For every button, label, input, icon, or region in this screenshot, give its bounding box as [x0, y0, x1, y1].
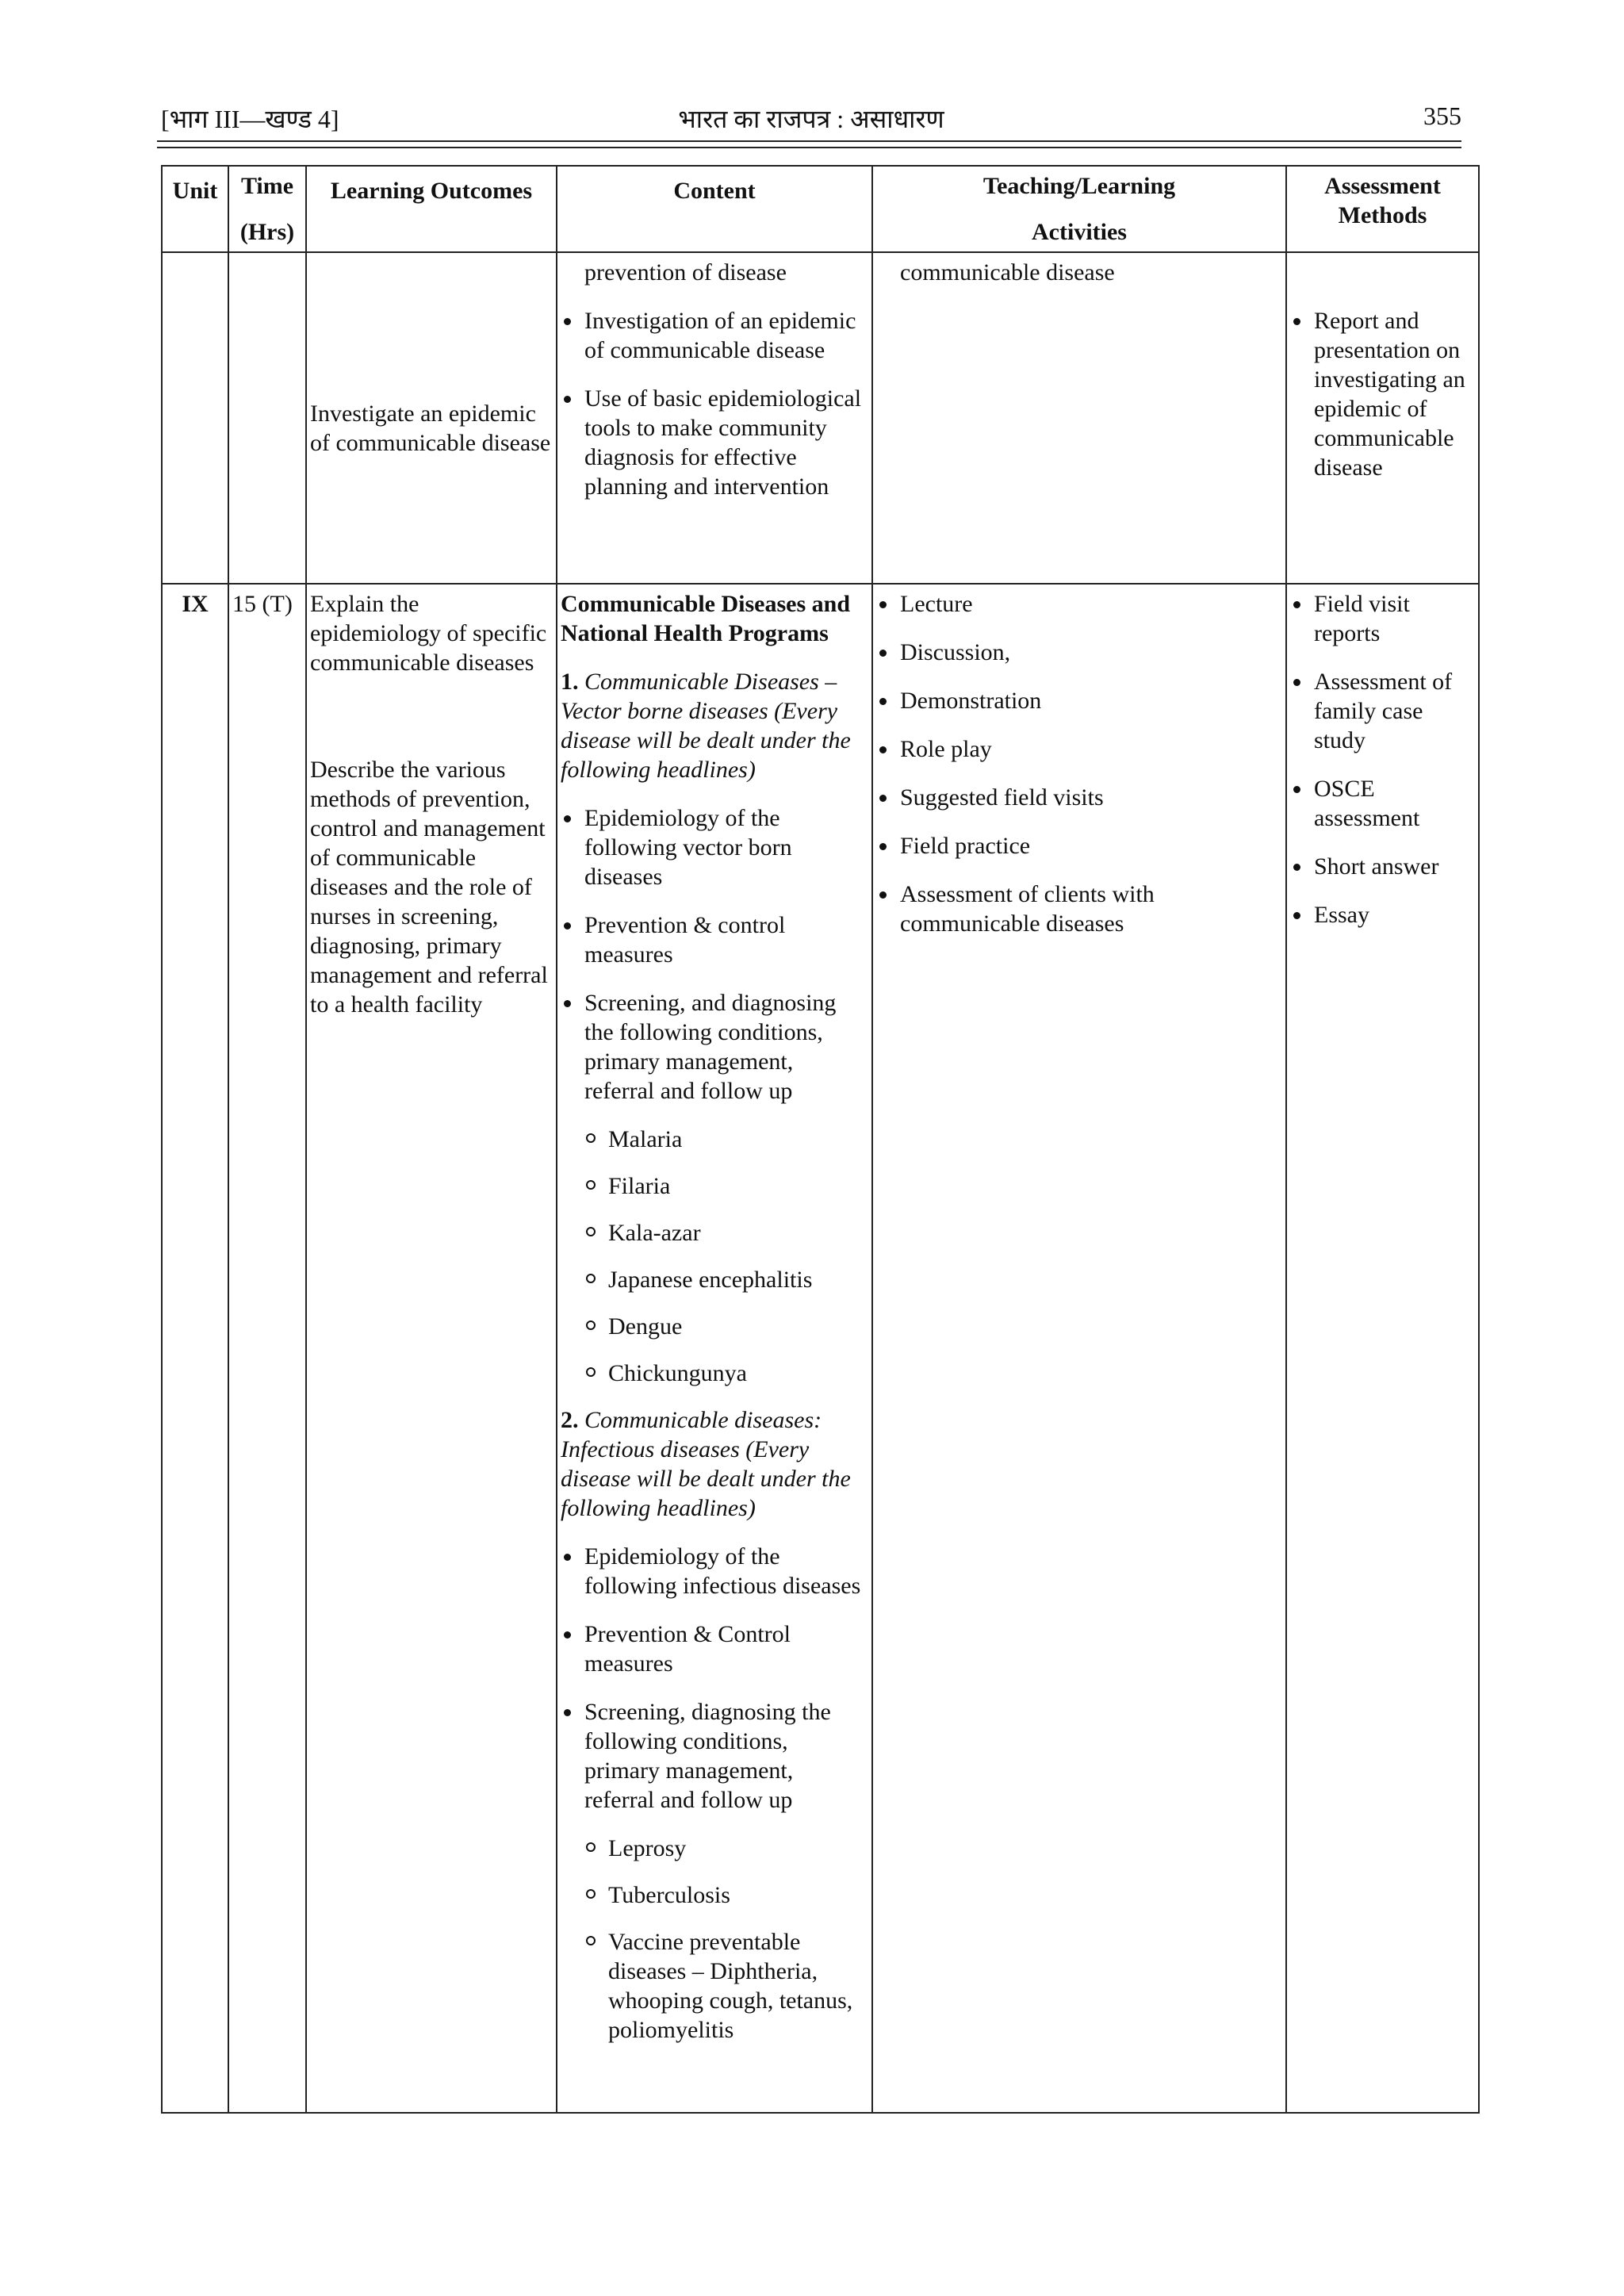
- row2-activities-cell: [872, 584, 1286, 2113]
- list-item: Prevention & Control measures: [561, 1619, 868, 1678]
- list-item: Role play: [876, 734, 1282, 764]
- row2-time-cell: 15 (T): [228, 584, 306, 2113]
- list-item: Epidemiology of the following infectious diseases: [561, 1542, 868, 1600]
- list-item: Epidemiology of the following vector born diseases: [561, 803, 868, 891]
- list-item: Lecture: [876, 589, 1282, 619]
- col-header-assessment: [1286, 166, 1479, 252]
- list-item: Screening, diagnosing the following conditions, primary management, referral and follow up: [561, 1697, 868, 1815]
- list-item: Field visit reports: [1290, 589, 1475, 648]
- col-header-time-line1: Time: [240, 173, 294, 199]
- list-item: Leprosy: [584, 1834, 868, 1863]
- row2-section1-diseases: [561, 1125, 868, 1388]
- row2-assessment-list: [1290, 589, 1475, 930]
- table-row: [162, 584, 1479, 2113]
- col-header-activities-line1: Teaching/Learning: [982, 173, 1176, 199]
- list-item: Vaccine preventable diseases – Diphtheria, whooping cough, tetanus, poliomyelitis: [584, 1927, 868, 2045]
- list-item: Use of basic epidemiological tools to make community diagnosis for effective planning and intervention: [561, 384, 868, 501]
- row1-learning-outcome-cell: [306, 252, 557, 584]
- col-header-learning-outcomes: Learning Outcomes: [306, 166, 557, 252]
- col-header-time: [228, 166, 306, 252]
- list-item: Assessment of family case study: [1290, 667, 1475, 755]
- col-header-assessment-line1: Assessment: [1324, 173, 1441, 199]
- row2-activities-list: [876, 589, 1282, 938]
- list-item: Discussion,: [876, 638, 1282, 667]
- row2-section2-title-text: Communicable diseases: Infectious diseases (Every disease will be dealt under the following headlines): [561, 1407, 851, 1521]
- col-header-activities: [872, 166, 1286, 252]
- header-section-label: [भाग III—खण्ड 4]: [161, 105, 339, 133]
- list-item: Prevention & control measures: [561, 910, 868, 969]
- row2-section1-title: [561, 667, 868, 784]
- col-header-time-line2: (Hrs): [239, 219, 295, 245]
- list-item: Kala-azar: [584, 1218, 868, 1248]
- row1-time-cell: [228, 252, 306, 584]
- header-rule-bottom: [157, 147, 1461, 148]
- table-header-row: [162, 166, 1479, 252]
- list-item: Suggested field visits: [876, 783, 1282, 812]
- list-item: Assessment of clients with communicable diseases: [876, 880, 1282, 938]
- syllabus-table: [161, 165, 1480, 2114]
- list-item: Demonstration: [876, 686, 1282, 715]
- list-item: Field practice: [876, 831, 1282, 861]
- row1-activities-cell: [872, 252, 1286, 584]
- table-row: [162, 252, 1479, 584]
- list-item: Screening, and diagnosing the following conditions, primary management, referral and follow up: [561, 988, 868, 1106]
- row2-learning-outcome-cell: [306, 584, 557, 2113]
- list-item: Malaria: [584, 1125, 868, 1154]
- list-item: Tuberculosis: [584, 1880, 868, 1910]
- header-title: भारत का राजपत्र : असाधारण: [678, 105, 944, 133]
- row1-content-list: [561, 306, 868, 501]
- list-item: OSCE assessment: [1290, 774, 1475, 833]
- row1-unit-cell: [162, 252, 228, 584]
- col-header-assessment-line2: Methods: [1338, 202, 1427, 228]
- row1-assessment-list: [1290, 306, 1475, 482]
- list-item: Report and presentation on investigating an epidemic of communicable disease: [1290, 306, 1475, 482]
- row2-content-cell: [557, 584, 872, 2113]
- row2-section2-diseases: [561, 1834, 868, 2045]
- header-rule-top: [157, 140, 1461, 142]
- row1-learning-outcome: Investigate an epidemic of communicable disease: [310, 401, 551, 456]
- col-header-unit: Unit: [162, 166, 228, 252]
- row2-learning-outcome-2: Describe the various methods of prevention, control and management of communicable diseases and the role of nurses in screening, diagnosing, primary management and referral to a health facility: [310, 757, 548, 1018]
- list-item: Japanese encephalitis: [584, 1265, 868, 1294]
- row1-assessment-cell: [1286, 252, 1479, 584]
- col-header-content: Content: [557, 166, 872, 252]
- row1-activities-continued: communicable disease: [900, 259, 1115, 286]
- page-number: 355: [1423, 102, 1461, 130]
- list-item: Dengue: [584, 1312, 868, 1341]
- row2-section2-number: 2.: [561, 1407, 579, 1433]
- row2-section1-number: 1.: [561, 669, 579, 695]
- list-item: Investigation of an epidemic of communicable disease: [561, 306, 868, 365]
- row2-unit-cell: IX: [162, 584, 228, 2113]
- col-header-activities-line2: Activities: [1032, 219, 1127, 245]
- list-item: Essay: [1290, 900, 1475, 930]
- row2-section2-list: [561, 1542, 868, 1815]
- row2-learning-outcome-1: Explain the epidemiology of specific communicable diseases: [310, 591, 547, 676]
- row2-section1-list: [561, 803, 868, 1106]
- page-header: [161, 102, 1461, 140]
- row1-content-cell: [557, 252, 872, 584]
- list-item: Short answer: [1290, 852, 1475, 881]
- list-item: Filaria: [584, 1171, 868, 1201]
- row1-content-continued: prevention of disease: [584, 259, 787, 286]
- list-item: Chickungunya: [584, 1359, 868, 1388]
- row2-section2-title: [561, 1405, 868, 1523]
- row2-assessment-cell: [1286, 584, 1479, 2113]
- row2-content-heading: Communicable Diseases and National Health Programs: [561, 591, 851, 646]
- row2-section1-title-text: Communicable Diseases – Vector borne diseases (Every disease will be dealt under the following headlines): [561, 669, 851, 783]
